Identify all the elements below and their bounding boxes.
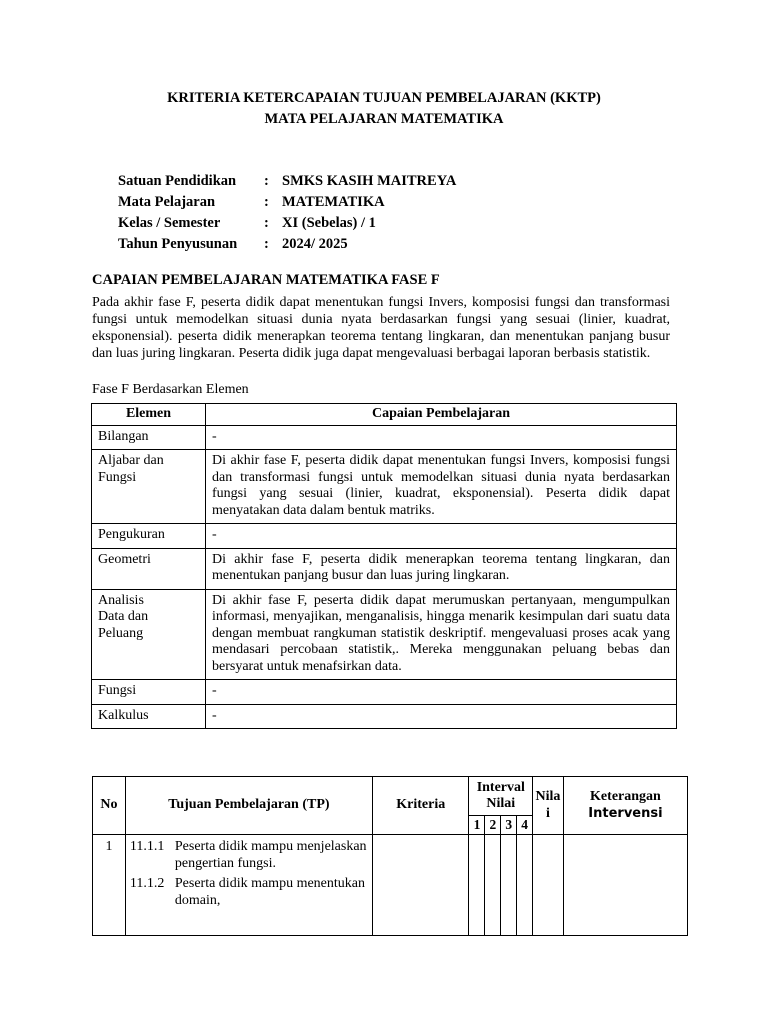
header-keterangan xyxy=(563,777,687,835)
keterangan-label: Keterangan xyxy=(590,789,661,804)
info-label: Satuan Pendidikan xyxy=(118,173,237,189)
info-value: XI (Sebelas) / 1 xyxy=(282,215,376,231)
tp-item xyxy=(130,876,368,909)
elemen-cell: Kalkulus xyxy=(92,704,206,729)
header-elemen: Elemen xyxy=(92,404,206,426)
info-value: SMKS KASIH MAITREYA xyxy=(282,173,457,189)
table-row xyxy=(92,680,677,705)
capaian-cell: Di akhir fase F, peserta didik dapat merumuskan pertanyaan, mengumpulkan informasi, menyajikan, menganalisis, hingga menarik kesimpulan dari suatu data dengan membuat rangkuman statistik deskriptif. mengevaluasi proses acak yang mendasari percobaan statistik,. Mereka menggunakan peluang bebas dan bersyarat untuk menafsirkan data. xyxy=(206,589,677,680)
tp-code: 11.1.1 xyxy=(129,839,165,854)
header-no: No xyxy=(93,777,126,835)
tp-text: Peserta didik mampu menjelaskan pengertian fungsi. xyxy=(174,839,367,871)
elemen-cell: Bilangan xyxy=(92,425,206,450)
interval-cell xyxy=(517,835,533,936)
interval-cell xyxy=(501,835,517,936)
table-row xyxy=(92,524,677,549)
row-number: 1 xyxy=(93,835,126,936)
table-row xyxy=(92,548,677,589)
interval-col-1: 1 xyxy=(469,816,485,835)
header-capaian: Capaian Pembelajaran xyxy=(206,404,677,426)
capaian-cell: - xyxy=(206,704,677,729)
tp-code: 11.1.2 xyxy=(129,876,165,891)
info-row xyxy=(118,192,456,213)
capaian-cell: Di akhir fase F, peserta didik menerapkan teorema tentang lingkaran, dan menentukan panjang busur dan luas juring lingkaran. xyxy=(206,548,677,589)
capaian-cell: Di akhir fase F, peserta didik dapat menentukan fungsi Invers, komposisi fungsi dan transformasi fungsi untuk memodelkan situasi dunia nyata berdasarkan fungsi yang sesuai (linier, kuadrat, eksponensial). Peserta didik dapat menyatakan data dalam bentuk matriks. xyxy=(206,450,677,524)
header-kriteria: Kriteria xyxy=(372,777,469,835)
interval-cell xyxy=(469,835,485,936)
capaian-cell: - xyxy=(206,524,677,549)
interval-col-4: 4 xyxy=(517,816,533,835)
info-label: Tahun Penyusunan xyxy=(118,236,238,252)
interval-cell xyxy=(485,835,501,936)
table-row xyxy=(92,425,677,450)
fase-subheading: Fase F Berdasarkan Elemen xyxy=(92,382,249,397)
identity-block xyxy=(118,171,456,255)
capaian-cell: - xyxy=(206,680,677,705)
table-row xyxy=(92,450,677,524)
kriteria-cell xyxy=(372,835,469,936)
info-separator: : xyxy=(264,215,269,231)
capaian-paragraph: Pada akhir fase F, peserta didik dapat menentukan fungsi Invers, komposisi fungsi dan transformasi fungsi untuk memodelkan situasi dunia nyata berdasarkan fungsi yang sesuai (linier, kuadrat, eksponensial). peserta didik menerapkan teorema tentang lingkaran, dan menentukan panjang busur dan luas juring lingkaran. Peserta didik juga dapat mengevaluasi berbagai laporan berbasis statistik. xyxy=(92,295,670,361)
info-value: MATEMATIKA xyxy=(282,194,385,210)
info-label: Mata Pelajaran xyxy=(118,194,216,210)
tp-header-row xyxy=(93,777,688,816)
nilai-cell xyxy=(533,835,564,936)
table-header-row xyxy=(92,404,677,426)
header-interval: Interval Nilai xyxy=(469,777,533,816)
interval-col-2: 2 xyxy=(485,816,501,835)
tp-item xyxy=(130,839,368,872)
intervensi-label: Intervensi xyxy=(588,805,663,821)
table-row xyxy=(92,589,677,680)
elemen-table xyxy=(91,403,677,729)
elemen-cell: Aljabar dan Fungsi xyxy=(92,450,206,524)
header-nilai: Nilai xyxy=(533,777,564,835)
table-row xyxy=(92,704,677,729)
tp-text: Peserta didik mampu menentukan domain, xyxy=(174,876,365,908)
info-label: Kelas / Semester xyxy=(118,215,221,231)
document-title: KRITERIA KETERCAPAIAN TUJUAN PEMBELAJARAN (KKTP) xyxy=(167,90,601,106)
capaian-cell: - xyxy=(206,425,677,450)
info-row xyxy=(118,171,456,192)
tp-cell xyxy=(125,835,372,936)
info-row xyxy=(118,234,456,255)
info-value: 2024/ 2025 xyxy=(282,236,348,252)
interval-col-3: 3 xyxy=(501,816,517,835)
info-separator: : xyxy=(264,194,269,210)
header-tp: Tujuan Pembelajaran (TP) xyxy=(125,777,372,835)
document-subtitle: MATA PELAJARAN MATEMATIKA xyxy=(264,111,504,127)
elemen-cell: Pengukuran xyxy=(92,524,206,549)
tp-table xyxy=(92,776,688,936)
elemen-cell: Analisis Data dan Peluang xyxy=(92,589,206,680)
elemen-cell: Geometri xyxy=(92,548,206,589)
capaian-heading: CAPAIAN PEMBELAJARAN MATEMATIKA FASE F xyxy=(92,272,440,288)
info-separator: : xyxy=(264,236,269,252)
elemen-cell: Fungsi xyxy=(92,680,206,705)
info-row xyxy=(118,213,456,234)
info-separator: : xyxy=(264,173,269,189)
keterangan-cell xyxy=(563,835,687,936)
table-row xyxy=(93,835,688,936)
